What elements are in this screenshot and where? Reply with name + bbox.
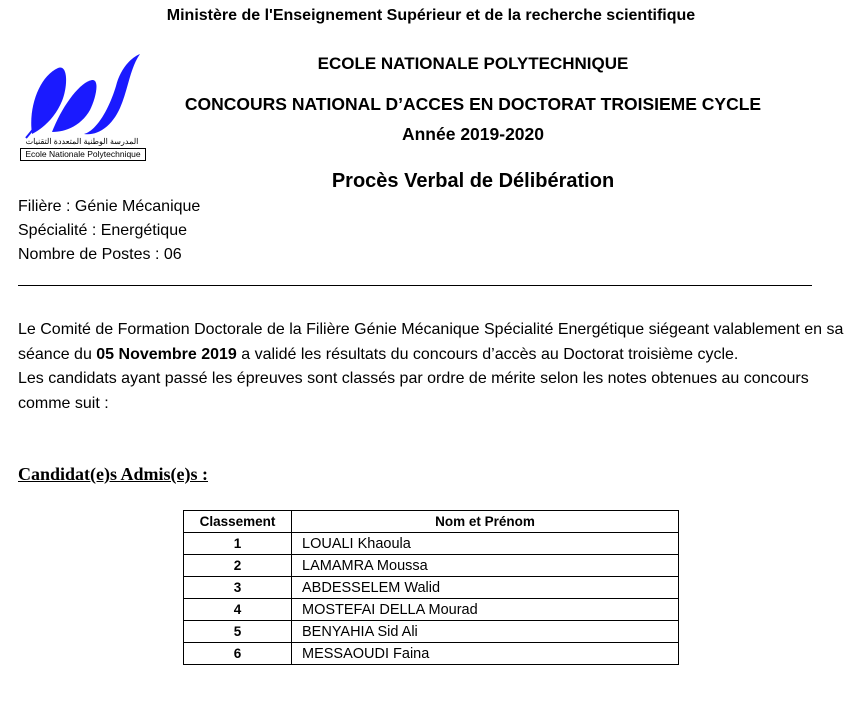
table-row: [184, 555, 679, 577]
postes-line: Nombre de Postes : 06: [18, 246, 182, 263]
concours-title: CONCOURS NATIONAL D’ACCES EN DOCTORAT TROISIEME CYCLE: [184, 94, 762, 114]
header-classement: Classement: [184, 511, 292, 533]
results-table: [183, 510, 679, 665]
name-cell: LOUALI Khaoula: [292, 533, 679, 555]
table-row: [184, 621, 679, 643]
rank-cell: 2: [184, 555, 292, 577]
name-cell: LAMAMRA Moussa: [292, 555, 679, 577]
table-row: [184, 643, 679, 665]
table-header-row: [184, 511, 679, 533]
name-cell: ABDESSELEM Walid: [292, 577, 679, 599]
deliberation-text: [18, 318, 848, 416]
para1-before: Le Comité de Formation Doctorale de la Filière Génie Mécanique Spécialité Energétique siégeant valablement en sa séance du: [18, 321, 844, 363]
rank-cell: 4: [184, 599, 292, 621]
name-cell: MOSTEFAI DELLA Mourad: [292, 599, 679, 621]
name-cell: BENYAHIA Sid Ali: [292, 621, 679, 643]
session-date: 05 Novembre 2019: [96, 345, 237, 363]
table-row: [184, 599, 679, 621]
filiere-line: Filière : Génie Mécanique: [18, 198, 201, 215]
table-row: [184, 533, 679, 555]
rank-cell: 1: [184, 533, 292, 555]
logo-french-text: Ecole Nationale Polytechnique: [20, 148, 146, 161]
header-nom-prenom: Nom et Prénom: [292, 511, 679, 533]
document-title: Procès Verbal de Délibération: [331, 170, 615, 192]
separator-rule: [18, 285, 812, 286]
school-name: ECOLE NATIONALE POLYTECHNIQUE: [317, 54, 629, 73]
rank-cell: 3: [184, 577, 292, 599]
rank-cell: 6: [184, 643, 292, 665]
specialite-line: Spécialité : Energétique: [18, 222, 187, 239]
rank-cell: 5: [184, 621, 292, 643]
ministry-title: Ministère de l'Enseignement Supérieur et de la recherche scientifique: [166, 7, 696, 24]
name-cell: MESSAOUDI Faina: [292, 643, 679, 665]
admis-heading: Candidat(e)s Admis(e)s :: [18, 464, 209, 484]
para1-after: a validé les résultats du concours d’accès au Doctorat troisième cycle.: [236, 345, 739, 363]
academic-year: Année 2019-2020: [401, 124, 545, 144]
para2: Les candidats ayant passé les épreuves sont classés par ordre de mérite selon les notes obtenues au concours comme suit :: [18, 370, 809, 412]
logo-arabic-text: المدرسة الوطنية المتعددة التقنيات: [25, 137, 139, 146]
table-row: [184, 577, 679, 599]
